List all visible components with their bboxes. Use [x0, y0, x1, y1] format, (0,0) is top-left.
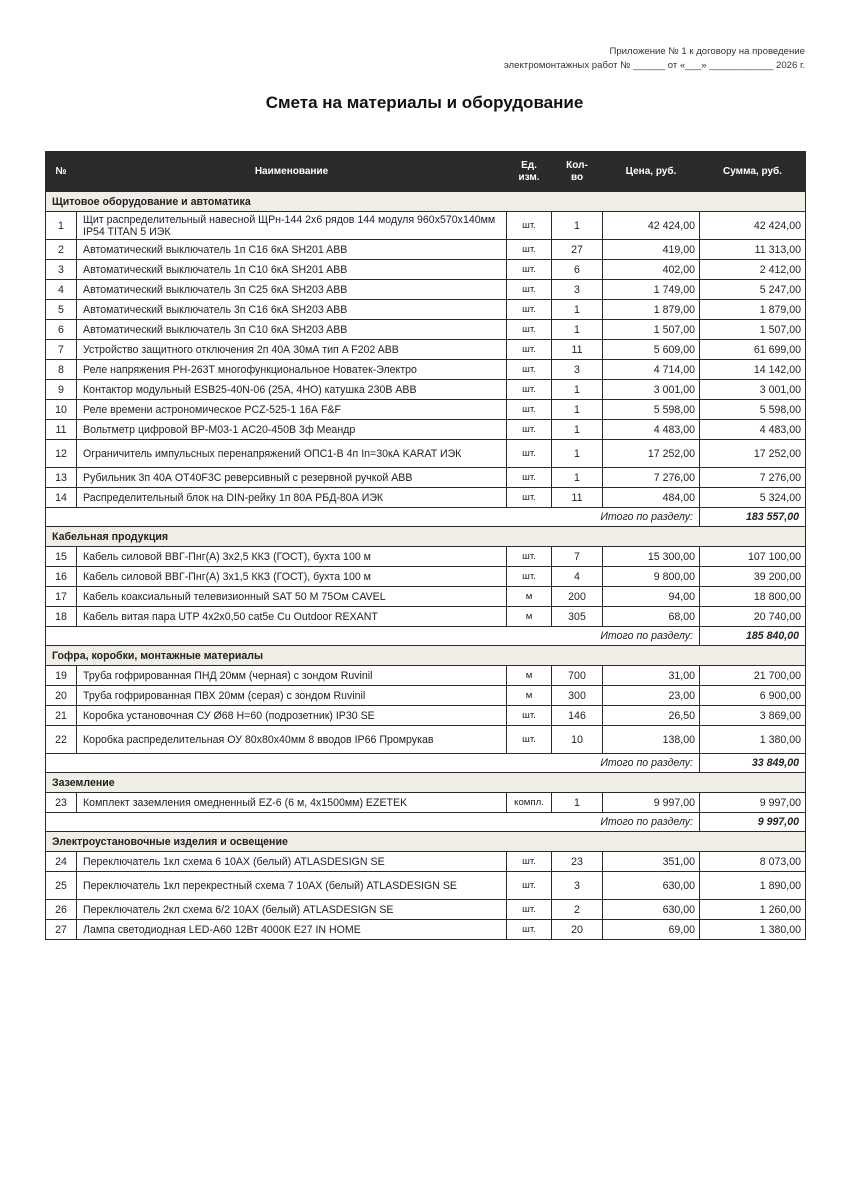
item-quantity: 10	[552, 726, 603, 754]
item-unit: шт.	[507, 212, 552, 240]
total-spacer	[46, 627, 552, 646]
item-name: Ограничитель импульсных перенапряжений ОПС1-В 4п In=30кА KARAT ИЭК	[77, 440, 507, 468]
item-price: 402,00	[603, 260, 700, 280]
item-quantity: 3	[552, 872, 603, 900]
column-header-qty-line-2: во	[570, 171, 584, 183]
item-unit: компл.	[507, 793, 552, 813]
section-header-row	[46, 646, 806, 666]
item-quantity: 1	[552, 380, 603, 400]
table-row	[46, 280, 806, 300]
section-title: Электроустановочные изделия и освещение	[46, 832, 806, 852]
item-unit: шт.	[507, 872, 552, 900]
table-row	[46, 920, 806, 940]
item-price: 419,00	[603, 240, 700, 260]
table-row	[46, 380, 806, 400]
item-sum: 1 380,00	[700, 726, 806, 754]
column-header-unit-line-2: изм.	[518, 171, 540, 183]
item-price: 17 252,00	[603, 440, 700, 468]
column-header-qty-line-1: Кол-	[566, 159, 588, 171]
item-sum: 4 483,00	[700, 420, 806, 440]
item-name: Щит распределительный навесной ЩРн-144 2х6 рядов 144 модуля 960х570х140мм IP54 TITAN 5 ИЭК	[77, 212, 507, 240]
table-row	[46, 420, 806, 440]
item-name: Труба гофрированная ПВХ 20мм (серая) с зондом Ruvinil	[77, 686, 507, 706]
item-sum: 20 740,00	[700, 607, 806, 627]
item-name: Коробка распределительная ОУ 80х80х40мм 8 вводов IP66 Промрукав	[77, 726, 507, 754]
section-header-row	[46, 527, 806, 547]
table-row	[46, 706, 806, 726]
item-name: Автоматический выключатель 3п С25 6кА SH203 ABB	[77, 280, 507, 300]
item-quantity: 27	[552, 240, 603, 260]
item-number: 25	[46, 872, 77, 900]
item-unit: шт.	[507, 400, 552, 420]
item-price: 31,00	[603, 666, 700, 686]
item-unit: шт.	[507, 320, 552, 340]
item-unit: шт.	[507, 260, 552, 280]
item-number: 9	[46, 380, 77, 400]
document-title: Смета на материалы и оборудование	[265, 93, 584, 112]
item-quantity: 700	[552, 666, 603, 686]
item-name: Переключатель 1кл перекрестный схема 7 10АХ (белый) ATLASDESIGN SE	[77, 872, 507, 900]
section-total-value: 33 849,00	[700, 754, 806, 773]
section-total-value: 185 840,00	[700, 627, 806, 646]
table-row	[46, 212, 806, 240]
item-sum: 7 276,00	[700, 468, 806, 488]
item-price: 4 483,00	[603, 420, 700, 440]
item-sum: 39 200,00	[700, 567, 806, 587]
estimate-table	[45, 151, 806, 940]
item-name: Кабель силовой ВВГ-Пнг(А) 3х1,5 ККЗ (ГОСТ), бухта 100 м	[77, 567, 507, 587]
item-price: 23,00	[603, 686, 700, 706]
item-sum: 8 073,00	[700, 852, 806, 872]
item-number: 13	[46, 468, 77, 488]
item-number: 4	[46, 280, 77, 300]
item-sum: 3 001,00	[700, 380, 806, 400]
item-unit: шт.	[507, 280, 552, 300]
section-total-row	[46, 508, 806, 527]
item-number: 14	[46, 488, 77, 508]
item-price: 9 800,00	[603, 567, 700, 587]
item-number: 3	[46, 260, 77, 280]
section-title: Заземление	[46, 773, 806, 793]
item-quantity: 1	[552, 420, 603, 440]
section-title: Щитовое оборудование и автоматика	[46, 192, 806, 212]
section-total-label: Итого по разделу:	[552, 754, 700, 773]
item-name: Автоматический выключатель 3п С10 6кА SH203 ABB	[77, 320, 507, 340]
section-total-row	[46, 813, 806, 832]
item-unit: м	[507, 607, 552, 627]
section-total-value: 9 997,00	[700, 813, 806, 832]
section-title: Гофра, коробки, монтажные материалы	[46, 646, 806, 666]
table-row	[46, 726, 806, 754]
table-row	[46, 400, 806, 420]
item-number: 23	[46, 793, 77, 813]
item-unit: шт.	[507, 706, 552, 726]
item-name: Реле времени астрономическое PCZ-525-1 16А F&F	[77, 400, 507, 420]
item-quantity: 1	[552, 400, 603, 420]
item-name: Реле напряжения РН-263Т многофункциональное Новатек-Электро	[77, 360, 507, 380]
table-row	[46, 300, 806, 320]
table-row	[46, 900, 806, 920]
item-price: 5 609,00	[603, 340, 700, 360]
item-unit: шт.	[507, 420, 552, 440]
item-sum: 6 900,00	[700, 686, 806, 706]
item-sum: 18 800,00	[700, 587, 806, 607]
item-sum: 42 424,00	[700, 212, 806, 240]
item-price: 1 879,00	[603, 300, 700, 320]
item-number: 6	[46, 320, 77, 340]
item-sum: 107 100,00	[700, 547, 806, 567]
appendix-line-1: Приложение № 1 к договору на проведение	[609, 46, 805, 57]
item-quantity: 305	[552, 607, 603, 627]
item-sum: 14 142,00	[700, 360, 806, 380]
appendix-note	[245, 45, 805, 72]
item-number: 11	[46, 420, 77, 440]
item-unit: м	[507, 587, 552, 607]
item-quantity: 20	[552, 920, 603, 940]
section-total-row	[46, 754, 806, 773]
item-quantity: 146	[552, 706, 603, 726]
item-number: 1	[46, 212, 77, 240]
item-unit: шт.	[507, 920, 552, 940]
item-quantity: 23	[552, 852, 603, 872]
table-row	[46, 260, 806, 280]
item-sum: 1 260,00	[700, 900, 806, 920]
item-sum: 2 412,00	[700, 260, 806, 280]
column-header-num: №	[46, 152, 77, 192]
section-title: Кабельная продукция	[46, 527, 806, 547]
item-quantity: 7	[552, 547, 603, 567]
table-row	[46, 852, 806, 872]
table-row	[46, 567, 806, 587]
item-sum: 5 324,00	[700, 488, 806, 508]
item-price: 69,00	[603, 920, 700, 940]
item-quantity: 1	[552, 320, 603, 340]
item-quantity: 1	[552, 212, 603, 240]
item-sum: 1 890,00	[700, 872, 806, 900]
table-row	[46, 468, 806, 488]
table-row	[46, 666, 806, 686]
column-header-unit	[507, 152, 552, 192]
table-row	[46, 440, 806, 468]
item-unit: шт.	[507, 900, 552, 920]
item-name: Комплект заземления омедненный EZ-6 (6 м, 4х1500мм) EZETEK	[77, 793, 507, 813]
item-name: Труба гофрированная ПНД 20мм (черная) с зондом Ruvinil	[77, 666, 507, 686]
total-spacer	[46, 754, 552, 773]
item-quantity: 300	[552, 686, 603, 706]
item-quantity: 11	[552, 488, 603, 508]
table-row	[46, 547, 806, 567]
item-price: 1 507,00	[603, 320, 700, 340]
item-unit: шт.	[507, 488, 552, 508]
item-name: Автоматический выключатель 1п С16 6кА SH201 ABB	[77, 240, 507, 260]
item-number: 26	[46, 900, 77, 920]
item-number: 18	[46, 607, 77, 627]
item-quantity: 3	[552, 280, 603, 300]
section-header-row	[46, 773, 806, 793]
item-price: 351,00	[603, 852, 700, 872]
item-sum: 21 700,00	[700, 666, 806, 686]
item-name: Автоматический выключатель 1п С10 6кА SH201 ABB	[77, 260, 507, 280]
item-price: 94,00	[603, 587, 700, 607]
item-name: Кабель коаксиальный телевизионный SAT 50 M 75Ом CAVEL	[77, 587, 507, 607]
section-header-row	[46, 192, 806, 212]
item-quantity: 4	[552, 567, 603, 587]
table-row	[46, 320, 806, 340]
table-body	[46, 192, 806, 940]
column-header-price: Цена, руб.	[603, 152, 700, 192]
item-quantity: 1	[552, 793, 603, 813]
item-price: 138,00	[603, 726, 700, 754]
section-header-row	[46, 832, 806, 852]
item-name: Кабель силовой ВВГ-Пнг(А) 3х2,5 ККЗ (ГОСТ), бухта 100 м	[77, 547, 507, 567]
item-name: Устройство защитного отключения 2п 40А 30мА тип A F202 ABB	[77, 340, 507, 360]
item-name: Вольтметр цифровой ВР-М03-1 AC20-450В 3ф Меандр	[77, 420, 507, 440]
section-total-row	[46, 627, 806, 646]
item-sum: 5 598,00	[700, 400, 806, 420]
column-header-sum: Сумма, руб.	[700, 152, 806, 192]
item-number: 19	[46, 666, 77, 686]
item-number: 17	[46, 587, 77, 607]
total-spacer	[46, 813, 552, 832]
item-name: Лампа светодиодная LED-A60 12Вт 4000К E27 IN HOME	[77, 920, 507, 940]
table-row	[46, 607, 806, 627]
table-row	[46, 872, 806, 900]
column-header-name: Наименование	[77, 152, 507, 192]
item-quantity: 1	[552, 468, 603, 488]
item-quantity: 11	[552, 340, 603, 360]
item-unit: шт.	[507, 852, 552, 872]
section-total-label: Итого по разделу:	[552, 508, 700, 527]
item-sum: 11 313,00	[700, 240, 806, 260]
table-row	[46, 686, 806, 706]
item-unit: м	[507, 666, 552, 686]
table-row	[46, 488, 806, 508]
item-price: 9 997,00	[603, 793, 700, 813]
item-number: 27	[46, 920, 77, 940]
item-name: Кабель витая пара UTP 4х2х0,50 cat5e Cu Outdoor REXANT	[77, 607, 507, 627]
appendix-line-2: электромонтажных работ № ______ от «___» ____________ 2026 г.	[503, 59, 805, 71]
item-number: 12	[46, 440, 77, 468]
item-price: 68,00	[603, 607, 700, 627]
table-row	[46, 360, 806, 380]
item-price: 42 424,00	[603, 212, 700, 240]
item-quantity: 2	[552, 900, 603, 920]
section-total-label: Итого по разделу:	[552, 627, 700, 646]
item-name: Переключатель 1кл схема 6 10АХ (белый) ATLASDESIGN SE	[77, 852, 507, 872]
item-sum: 1 879,00	[700, 300, 806, 320]
item-price: 26,50	[603, 706, 700, 726]
item-unit: шт.	[507, 567, 552, 587]
item-sum: 3 869,00	[700, 706, 806, 726]
item-price: 484,00	[603, 488, 700, 508]
item-unit: шт.	[507, 547, 552, 567]
item-number: 20	[46, 686, 77, 706]
item-price: 3 001,00	[603, 380, 700, 400]
section-total-value: 183 557,00	[700, 508, 806, 527]
item-unit: шт.	[507, 468, 552, 488]
item-unit: шт.	[507, 300, 552, 320]
item-number: 22	[46, 726, 77, 754]
table-row	[46, 340, 806, 360]
item-number: 15	[46, 547, 77, 567]
item-unit: м	[507, 686, 552, 706]
item-number: 10	[46, 400, 77, 420]
column-header-unit-line-1: Ед.	[521, 159, 537, 171]
item-number: 16	[46, 567, 77, 587]
table-row	[46, 240, 806, 260]
item-sum: 5 247,00	[700, 280, 806, 300]
item-price: 7 276,00	[603, 468, 700, 488]
item-sum: 61 699,00	[700, 340, 806, 360]
item-quantity: 1	[552, 300, 603, 320]
item-unit: шт.	[507, 380, 552, 400]
item-price: 15 300,00	[603, 547, 700, 567]
item-number: 8	[46, 360, 77, 380]
item-sum: 9 997,00	[700, 793, 806, 813]
item-number: 21	[46, 706, 77, 726]
item-name: Распределительный блок на DIN-рейку 1п 80А РБД-80А ИЭК	[77, 488, 507, 508]
table-row	[46, 793, 806, 813]
item-price: 5 598,00	[603, 400, 700, 420]
item-quantity: 3	[552, 360, 603, 380]
item-name: Переключатель 2кл схема 6/2 10АХ (белый) ATLASDESIGN SE	[77, 900, 507, 920]
item-sum: 17 252,00	[700, 440, 806, 468]
item-number: 2	[46, 240, 77, 260]
item-sum: 1 507,00	[700, 320, 806, 340]
item-number: 5	[46, 300, 77, 320]
total-spacer	[46, 508, 552, 527]
item-name: Контактор модульный ESB25-40N-06 (25А, 4НО) катушка 230В ABB	[77, 380, 507, 400]
item-name: Коробка установочная СУ Ø68 Н=60 (подрозетник) IP30 SE	[77, 706, 507, 726]
item-price: 630,00	[603, 900, 700, 920]
item-price: 4 714,00	[603, 360, 700, 380]
item-quantity: 6	[552, 260, 603, 280]
item-name: Автоматический выключатель 3п С16 6кА SH203 ABB	[77, 300, 507, 320]
item-quantity: 1	[552, 440, 603, 468]
item-sum: 1 380,00	[700, 920, 806, 940]
item-quantity: 200	[552, 587, 603, 607]
item-unit: шт.	[507, 360, 552, 380]
item-unit: шт.	[507, 726, 552, 754]
section-total-label: Итого по разделу:	[552, 813, 700, 832]
item-price: 630,00	[603, 872, 700, 900]
column-header-qty	[552, 152, 603, 192]
item-price: 1 749,00	[603, 280, 700, 300]
item-number: 7	[46, 340, 77, 360]
item-unit: шт.	[507, 340, 552, 360]
item-unit: шт.	[507, 440, 552, 468]
item-unit: шт.	[507, 240, 552, 260]
table-row	[46, 587, 806, 607]
item-name: Рубильник 3п 40А OT40F3C реверсивный с резервной ручкой ABB	[77, 468, 507, 488]
table-header-row	[46, 152, 806, 192]
item-number: 24	[46, 852, 77, 872]
